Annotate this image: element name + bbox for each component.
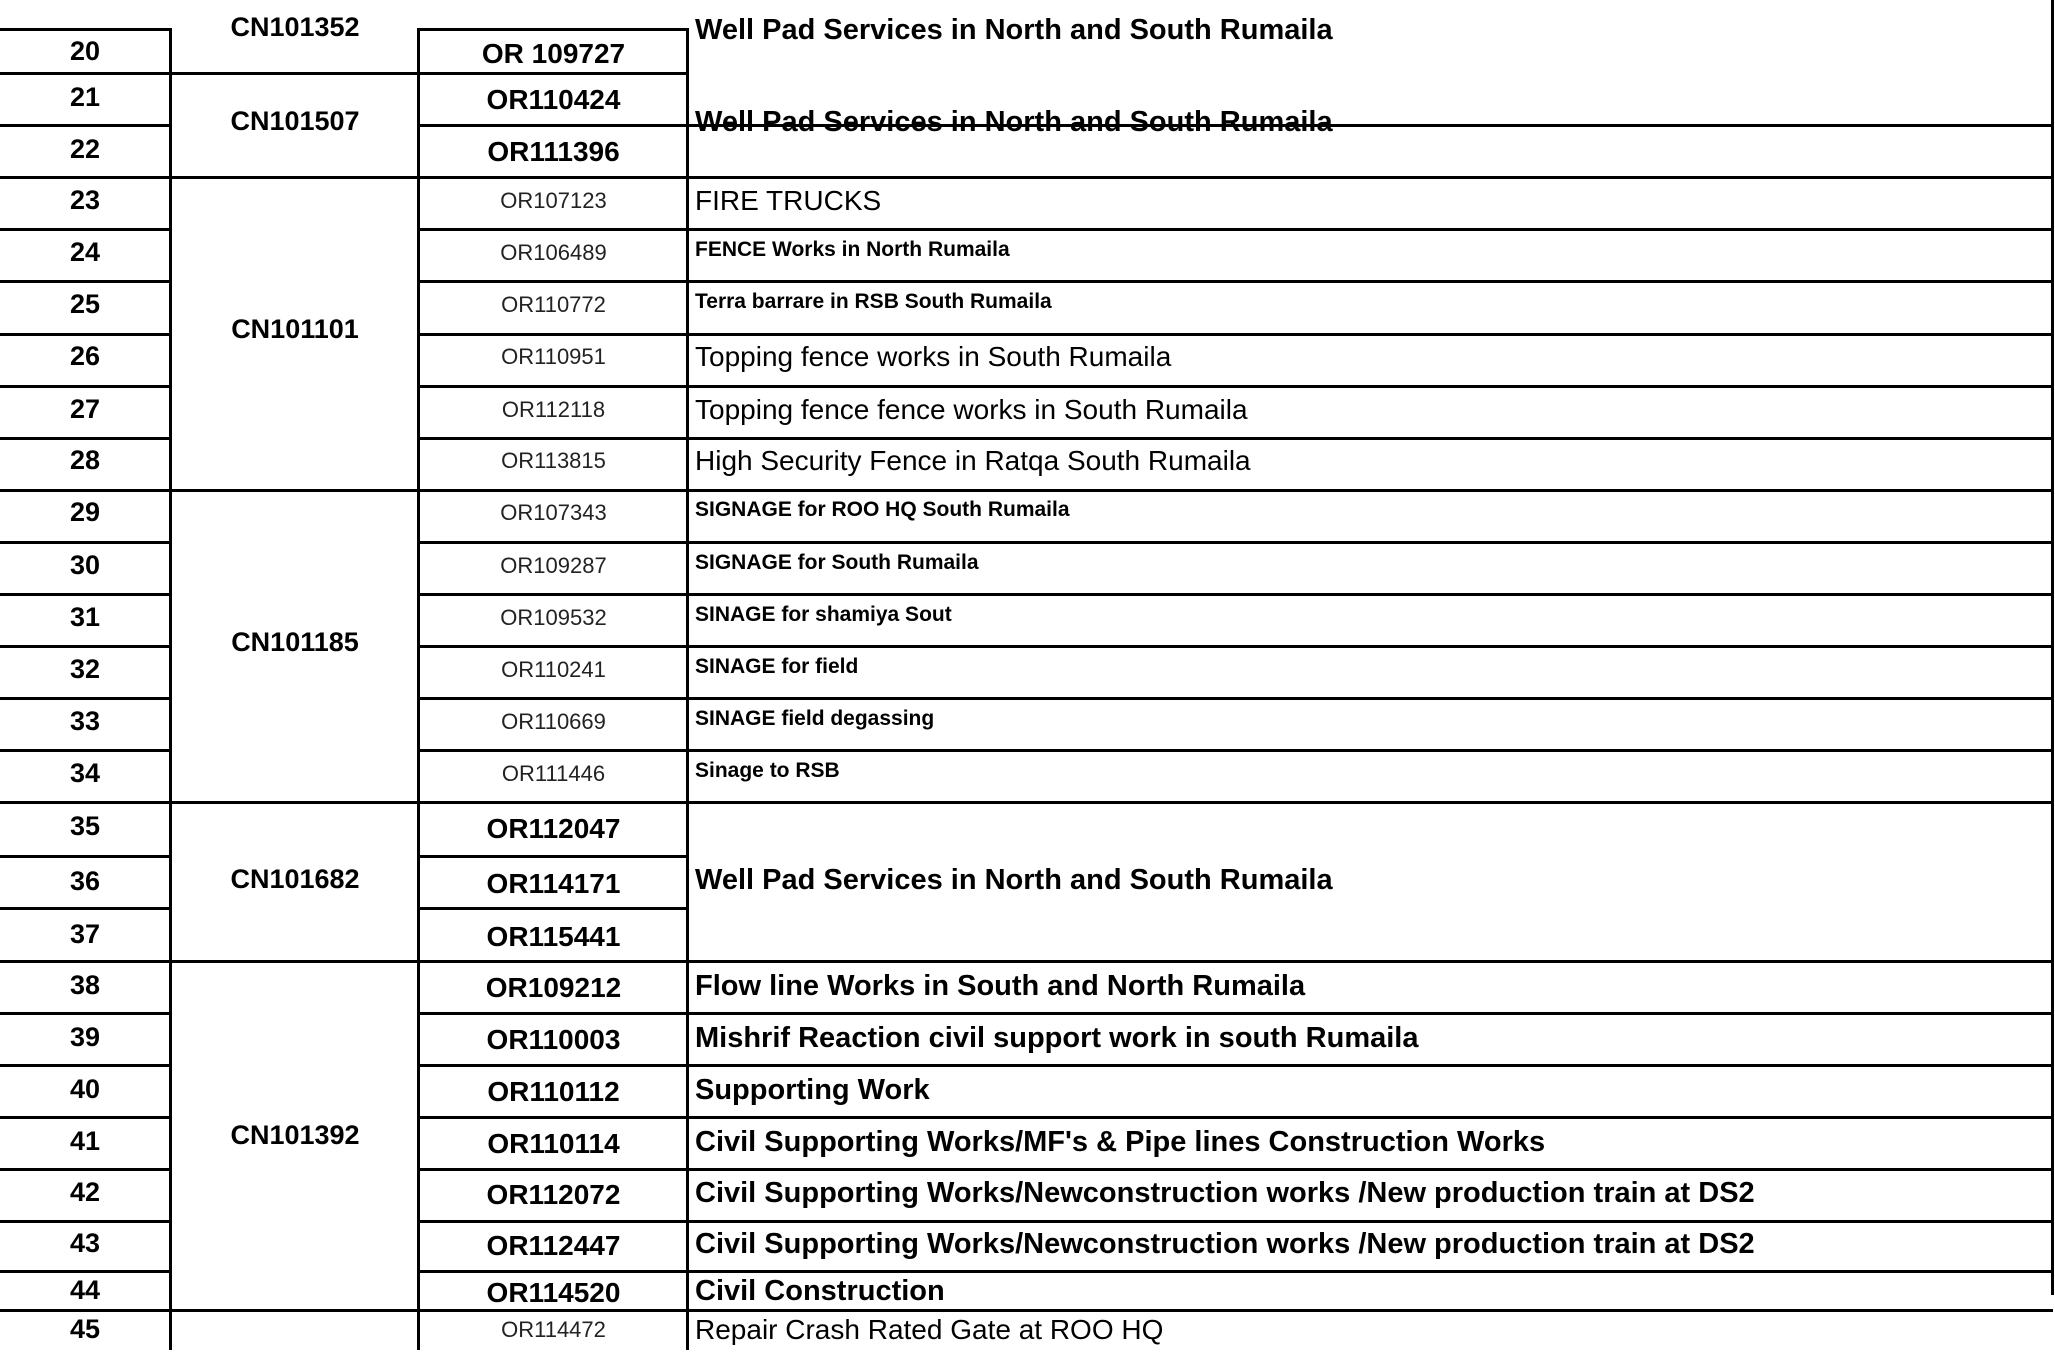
group-line xyxy=(171,72,419,75)
row-line xyxy=(687,176,2053,179)
row-line xyxy=(0,801,171,804)
or-code: OR112118 xyxy=(501,397,606,422)
row-number: 28 xyxy=(69,445,101,475)
group-line xyxy=(171,801,419,804)
row-line xyxy=(687,1309,2053,1312)
merged-description: Well Pad Services in North and South Rumaila xyxy=(695,14,1333,46)
row-line xyxy=(419,124,689,127)
or-code: OR114171 xyxy=(486,868,621,899)
row-line xyxy=(419,72,689,75)
row-line xyxy=(0,1168,171,1171)
or-code: OR110424 xyxy=(486,84,621,115)
row-number: 22 xyxy=(69,134,101,164)
or-code: OR112072 xyxy=(486,1179,621,1210)
row-line xyxy=(0,28,171,31)
row-line xyxy=(419,1168,689,1171)
or-code: OR110241 xyxy=(501,657,606,682)
row-line xyxy=(0,541,171,544)
row-line xyxy=(419,1220,689,1223)
row-number: 29 xyxy=(69,497,101,527)
row-number: 39 xyxy=(69,1022,101,1052)
group-line xyxy=(171,960,419,963)
contract-number: CN101507 xyxy=(230,106,360,136)
row-line xyxy=(419,333,689,336)
or-code: OR113815 xyxy=(501,448,606,473)
description: Sinage to RSB xyxy=(695,759,840,782)
row-line xyxy=(419,1309,689,1312)
row-line xyxy=(0,645,171,648)
row-line xyxy=(419,801,689,804)
description: FIRE TRUCKS xyxy=(695,185,882,216)
row-line xyxy=(0,749,171,752)
or-code: OR112447 xyxy=(486,1230,621,1261)
row-line xyxy=(687,541,2053,544)
row-line xyxy=(419,697,689,700)
row-line xyxy=(0,1309,171,1312)
row-line xyxy=(687,489,2053,492)
or-code: OR110112 xyxy=(487,1076,620,1107)
or-code: OR115441 xyxy=(486,921,621,952)
row-number: 30 xyxy=(69,550,101,580)
description: Supporting Work xyxy=(695,1074,930,1106)
or-code: OR106489 xyxy=(500,240,607,265)
row-line xyxy=(0,176,171,179)
description: Civil Supporting Works/Newconstruction works /New production train at DS2 xyxy=(695,1177,1755,1209)
contract-number: CN101352 xyxy=(230,12,360,42)
row-line xyxy=(687,1168,2053,1171)
row-line xyxy=(419,1064,689,1067)
row-number: 38 xyxy=(69,970,101,1000)
description: Civil Construction xyxy=(695,1275,945,1307)
description: Civil Supporting Works/MF's & Pipe lines Construction Works xyxy=(695,1126,1546,1158)
group-line xyxy=(171,489,419,492)
row-line xyxy=(419,593,689,596)
row-number: 40 xyxy=(69,1074,101,1104)
row-line xyxy=(419,855,689,858)
row-line xyxy=(0,385,171,388)
row-line xyxy=(687,1270,2053,1273)
description: Topping fence works in South Rumaila xyxy=(695,341,1172,372)
row-line xyxy=(687,228,2053,231)
or-code: OR107343 xyxy=(500,500,607,525)
row-number: 32 xyxy=(69,654,101,684)
description: Terra barrare in RSB South Rumaila xyxy=(695,290,1052,313)
description: Mishrif Reaction civil support work in south Rumaila xyxy=(695,1022,1419,1054)
merged-description: Well Pad Services in North and South Rumaila xyxy=(695,864,1333,896)
description: Repair Crash Rated Gate at ROO HQ xyxy=(695,1314,1164,1345)
contract-number: CN101101 xyxy=(231,314,359,344)
row-number: 27 xyxy=(69,394,101,424)
row-line xyxy=(0,907,171,910)
row-number: 31 xyxy=(69,602,101,632)
row-number: 24 xyxy=(69,237,101,267)
or-code: OR109287 xyxy=(500,553,607,578)
row-line xyxy=(419,228,689,231)
or-code: OR109532 xyxy=(500,605,607,630)
row-line xyxy=(687,333,2053,336)
row-line xyxy=(687,1012,2053,1015)
row-line xyxy=(419,176,689,179)
row-number: 23 xyxy=(69,185,101,215)
row-line xyxy=(419,541,689,544)
merged-description: Well Pad Services in North and South Rumaila xyxy=(695,106,1333,138)
description: High Security Fence in Ratqa South Rumaila xyxy=(695,445,1251,476)
or-code: OR110772 xyxy=(501,292,606,317)
row-line xyxy=(687,385,2053,388)
or-code: OR110669 xyxy=(501,709,606,734)
contract-number: CN101682 xyxy=(230,864,360,894)
row-line xyxy=(0,1270,171,1273)
group-line xyxy=(171,176,419,179)
row-line xyxy=(687,645,2053,648)
row-number: 44 xyxy=(69,1275,101,1305)
or-code: OR114520 xyxy=(486,1277,621,1308)
row-number: 21 xyxy=(69,82,101,112)
description: SINAGE for field xyxy=(695,655,859,678)
row-number: 42 xyxy=(69,1177,101,1207)
row-line xyxy=(687,749,2053,752)
row-line xyxy=(419,1270,689,1273)
row-line xyxy=(687,1064,2053,1067)
row-line xyxy=(419,489,689,492)
row-number: 36 xyxy=(69,866,101,896)
description: SINAGE field degassing xyxy=(695,707,935,730)
or-code: OR110003 xyxy=(486,1024,621,1055)
or-code: OR112047 xyxy=(486,813,621,844)
row-number: 20 xyxy=(69,36,101,66)
row-line xyxy=(419,385,689,388)
or-code: OR114472 xyxy=(501,1317,606,1342)
row-line xyxy=(419,1012,689,1015)
description: SINAGE for shamiya Sout xyxy=(695,603,952,626)
row-line xyxy=(419,907,689,910)
row-line xyxy=(687,437,2053,440)
row-line xyxy=(0,437,171,440)
description: SIGNAGE for South Rumaila xyxy=(695,551,979,574)
row-line xyxy=(687,280,2053,283)
row-line xyxy=(0,1064,171,1067)
row-line xyxy=(0,697,171,700)
row-line xyxy=(687,697,2053,700)
row-line xyxy=(687,593,2053,596)
description: Civil Supporting Works/Newconstruction works /New production train at DS2 xyxy=(695,1228,1755,1260)
row-number: 35 xyxy=(69,811,101,841)
row-line xyxy=(0,1012,171,1015)
row-line xyxy=(0,72,171,75)
row-number: 41 xyxy=(69,1126,101,1156)
row-number: 25 xyxy=(69,289,101,319)
row-line xyxy=(0,280,171,283)
row-line xyxy=(419,28,689,31)
description: Topping fence fence works in South Rumaila xyxy=(695,394,1248,425)
row-line xyxy=(687,960,2053,963)
or-code: OR111396 xyxy=(487,136,620,167)
contract-number: CN101392 xyxy=(230,1120,360,1150)
or-code: OR 109727 xyxy=(481,38,626,69)
row-line xyxy=(0,1220,171,1223)
or-code: OR109212 xyxy=(485,972,622,1003)
row-number: 37 xyxy=(69,919,101,949)
row-line xyxy=(419,1116,689,1119)
row-line xyxy=(0,124,171,127)
row-number: 45 xyxy=(69,1314,101,1344)
group-line xyxy=(171,1309,419,1312)
row-line xyxy=(687,1220,2053,1223)
row-line xyxy=(687,1116,2053,1119)
or-code: OR111446 xyxy=(501,761,606,786)
row-line xyxy=(419,437,689,440)
row-line xyxy=(0,228,171,231)
row-number: 33 xyxy=(69,706,101,736)
row-line xyxy=(419,960,689,963)
row-line xyxy=(0,960,171,963)
row-line xyxy=(0,333,171,336)
row-line xyxy=(0,855,171,858)
description: Flow line Works in South and North Rumaila xyxy=(695,970,1306,1002)
row-line xyxy=(0,593,171,596)
row-line xyxy=(0,1116,171,1119)
description: FENCE Works in North Rumaila xyxy=(695,238,1010,261)
or-code: OR110951 xyxy=(501,344,606,369)
row-line xyxy=(0,489,171,492)
or-code: OR110114 xyxy=(487,1128,620,1159)
row-number: 34 xyxy=(69,758,101,788)
row-number: 26 xyxy=(69,341,101,371)
row-line xyxy=(687,801,2053,804)
description: SIGNAGE for ROO HQ South Rumaila xyxy=(695,498,1070,521)
or-code: OR107123 xyxy=(500,188,607,213)
row-line xyxy=(419,280,689,283)
row-number: 43 xyxy=(69,1228,101,1258)
contract-number: CN101185 xyxy=(231,627,359,657)
row-line xyxy=(419,645,689,648)
row-line xyxy=(419,749,689,752)
